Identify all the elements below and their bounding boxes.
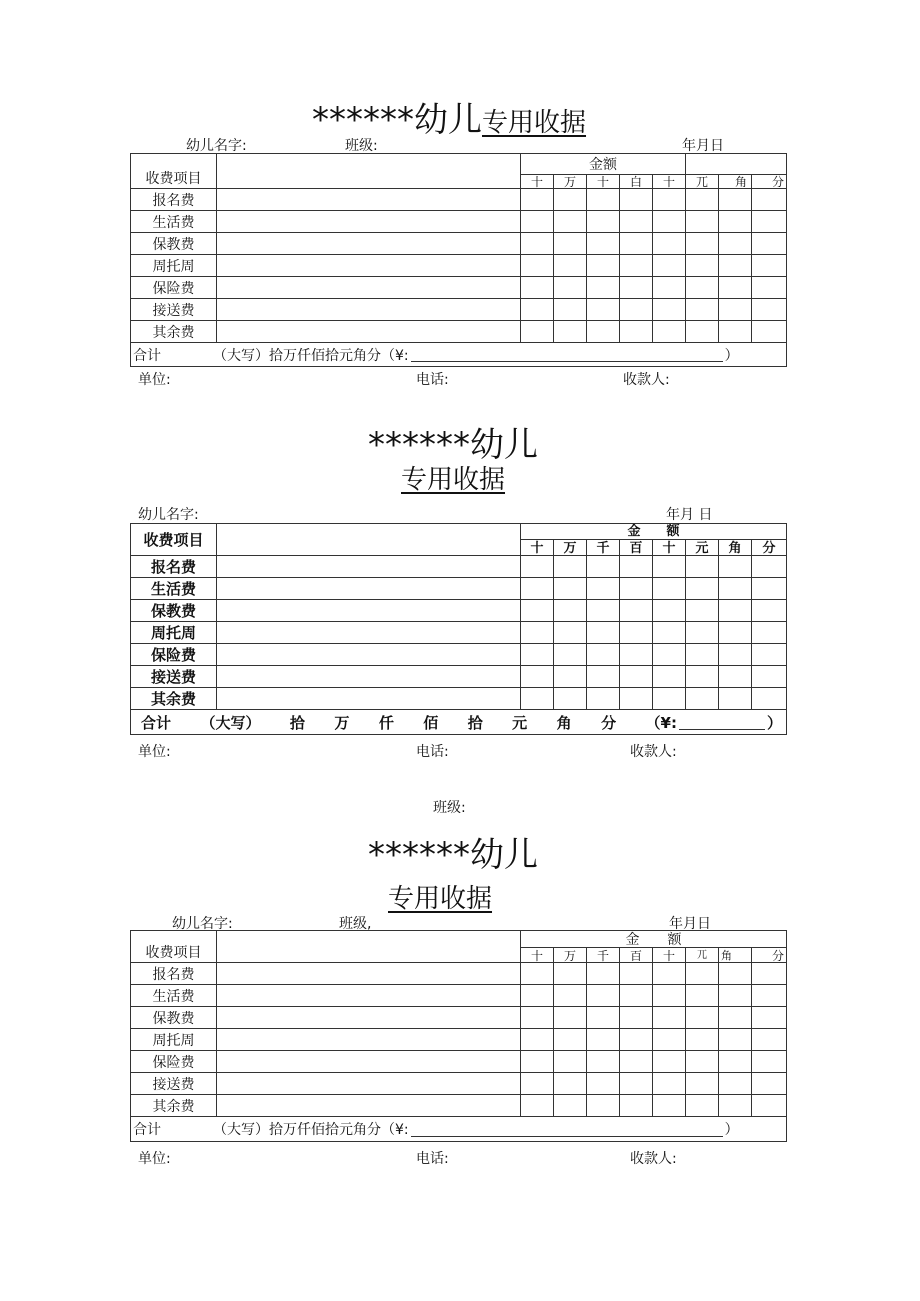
receipt-title-main: ******幼儿 bbox=[312, 100, 482, 140]
digit-header: 百 bbox=[620, 540, 653, 556]
fee-item-label: 保教费 bbox=[131, 233, 217, 255]
fee-item-cell[interactable] bbox=[217, 600, 521, 622]
digit-header: 十 bbox=[653, 540, 686, 556]
fee-item-label: 报名费 bbox=[131, 556, 217, 578]
class-label: 班级, bbox=[339, 916, 372, 932]
fee-item-label: 报名费 bbox=[131, 189, 217, 211]
total-label: 合计 bbox=[141, 713, 172, 732]
fee-item-cell[interactable] bbox=[217, 1073, 521, 1095]
fee-item-cell[interactable] bbox=[217, 666, 521, 688]
digit-header: 十 bbox=[521, 175, 554, 189]
phone-label: 电话: bbox=[416, 372, 449, 388]
digit-header: 元 bbox=[686, 540, 719, 556]
digit-header: 角 bbox=[719, 175, 752, 189]
amount-header: 金额 bbox=[521, 154, 686, 175]
total-part: 元 bbox=[512, 713, 528, 732]
fee-item-cell[interactable] bbox=[217, 556, 521, 578]
fee-item-label: 报名费 bbox=[131, 963, 217, 985]
total-part: 拾 bbox=[467, 713, 483, 732]
phone-label: 电话: bbox=[416, 1151, 449, 1167]
receipt-title-sub: 专用收据 bbox=[401, 465, 506, 495]
total-part: 拾 bbox=[289, 713, 305, 732]
total-close: ） bbox=[724, 1122, 739, 1138]
total-row bbox=[131, 710, 787, 735]
fee-item-label: 保教费 bbox=[131, 600, 217, 622]
fee-item-label: 生活费 bbox=[131, 211, 217, 233]
total-part: 佰 bbox=[423, 713, 439, 732]
total-amount-blank[interactable] bbox=[411, 1122, 723, 1137]
fee-item-cell[interactable] bbox=[217, 255, 521, 277]
fee-item-label: 保险费 bbox=[131, 1051, 217, 1073]
payee-label: 收款人: bbox=[630, 744, 677, 760]
digit-header: 十 bbox=[521, 540, 554, 556]
date-label: 年月日 bbox=[682, 138, 724, 154]
total-row bbox=[131, 343, 787, 367]
total-part: 仟 bbox=[378, 713, 394, 732]
child-name-label: 幼儿名字: bbox=[186, 138, 247, 154]
digit-header: 角 bbox=[719, 948, 752, 963]
digit-header: 十 bbox=[587, 175, 620, 189]
total-part: （¥: bbox=[645, 713, 677, 732]
receipt-title-main: ******幼儿 bbox=[368, 425, 538, 465]
fee-item-cell[interactable] bbox=[217, 233, 521, 255]
receipt-title-main: ******幼儿 bbox=[368, 835, 538, 875]
fee-item-cell[interactable] bbox=[217, 578, 521, 600]
total-part: 分 bbox=[601, 713, 617, 732]
digit-header: 十 bbox=[653, 948, 686, 963]
digit-header: 万 bbox=[554, 540, 587, 556]
fee-item-label: 保险费 bbox=[131, 644, 217, 666]
digit-header: 分 bbox=[752, 175, 787, 189]
fee-item-label: 周托周 bbox=[131, 1029, 217, 1051]
total-close: ） bbox=[724, 347, 739, 364]
digit-header: 兀 bbox=[686, 175, 719, 189]
payee-label: 收款人: bbox=[623, 372, 670, 388]
digit-header: 十 bbox=[653, 175, 686, 189]
fee-item-cell[interactable] bbox=[217, 299, 521, 321]
receipt-title-sub: 专用收据 bbox=[482, 108, 587, 138]
digit-header: 角 bbox=[719, 540, 752, 556]
total-amount-blank[interactable] bbox=[411, 347, 723, 362]
fee-item-cell[interactable] bbox=[217, 189, 521, 211]
fee-item-label: 生活费 bbox=[131, 985, 217, 1007]
phone-label: 电话: bbox=[416, 744, 449, 760]
digit-header: 分 bbox=[752, 540, 787, 556]
item-header: 收费项目 bbox=[131, 154, 217, 189]
fee-item-cell[interactable] bbox=[217, 1029, 521, 1051]
fee-item-label: 接送费 bbox=[131, 1073, 217, 1095]
fee-item-cell[interactable] bbox=[217, 277, 521, 299]
total-part: （大写） bbox=[200, 713, 261, 732]
fee-table bbox=[130, 153, 787, 367]
digit-header: 分 bbox=[752, 948, 787, 963]
fee-item-cell[interactable] bbox=[217, 211, 521, 233]
total-amount-blank[interactable] bbox=[679, 715, 765, 730]
fee-item-label: 其余费 bbox=[131, 321, 217, 343]
total-close: ） bbox=[766, 713, 782, 732]
digit-header: 兀 bbox=[686, 948, 719, 963]
unit-label: 单位: bbox=[138, 744, 171, 760]
fee-item-label: 周托周 bbox=[131, 622, 217, 644]
total-uppercase-text: （大写）拾万仟佰拾元角分（¥: bbox=[213, 1122, 409, 1138]
fee-item-cell[interactable] bbox=[217, 1007, 521, 1029]
payee-label: 收款人: bbox=[630, 1151, 677, 1167]
child-name-label: 幼儿名字: bbox=[172, 916, 233, 932]
fee-item-cell[interactable] bbox=[217, 1095, 521, 1117]
fee-item-label: 周托周 bbox=[131, 255, 217, 277]
fee-item-cell[interactable] bbox=[217, 1051, 521, 1073]
digit-header: 白 bbox=[620, 175, 653, 189]
total-uppercase-text: （大写）拾万仟佰拾元角分（¥: bbox=[213, 347, 409, 364]
fee-item-cell[interactable] bbox=[217, 985, 521, 1007]
date-label: 年月 日 bbox=[666, 507, 713, 523]
floating-class-label: 班级: bbox=[433, 800, 466, 816]
item-header: 收费项目 bbox=[131, 524, 217, 556]
digit-header: 千 bbox=[587, 540, 620, 556]
fee-item-label: 其余费 bbox=[131, 688, 217, 710]
fee-item-cell[interactable] bbox=[217, 321, 521, 343]
date-label: 年月日 bbox=[669, 916, 711, 932]
class-label: 班级: bbox=[345, 138, 378, 154]
unit-label: 单位: bbox=[138, 1151, 171, 1167]
amount-header: 金 额 bbox=[521, 524, 787, 540]
total-part: 万 bbox=[334, 713, 350, 732]
fee-table bbox=[130, 930, 787, 1142]
receipt-title-sub: 专用收据 bbox=[388, 884, 493, 914]
total-label: 合计 bbox=[133, 347, 161, 364]
fee-item-cell[interactable] bbox=[217, 622, 521, 644]
fee-item-cell[interactable] bbox=[217, 688, 521, 710]
digit-header: 万 bbox=[554, 175, 587, 189]
child-name-label: 幼儿名字: bbox=[138, 507, 199, 523]
unit-label: 单位: bbox=[138, 372, 171, 388]
fee-item-label: 保教费 bbox=[131, 1007, 217, 1029]
fee-item-cell[interactable] bbox=[217, 644, 521, 666]
total-label: 合计 bbox=[133, 1122, 161, 1138]
digit-header: 千 bbox=[587, 948, 620, 963]
digit-header: 万 bbox=[554, 948, 587, 963]
digit-header: 百 bbox=[620, 948, 653, 963]
fee-item-label: 保险费 bbox=[131, 277, 217, 299]
fee-item-cell[interactable] bbox=[217, 963, 521, 985]
total-row bbox=[131, 1117, 787, 1142]
fee-item-label: 其余费 bbox=[131, 1095, 217, 1117]
total-part: 角 bbox=[556, 713, 572, 732]
fee-item-label: 生活费 bbox=[131, 578, 217, 600]
amount-header: 金 额 bbox=[521, 931, 787, 948]
fee-item-label: 接送费 bbox=[131, 299, 217, 321]
item-header: 收费项目 bbox=[131, 931, 217, 963]
fee-item-label: 接送费 bbox=[131, 666, 217, 688]
fee-table bbox=[130, 523, 787, 735]
digit-header: 十 bbox=[521, 948, 554, 963]
